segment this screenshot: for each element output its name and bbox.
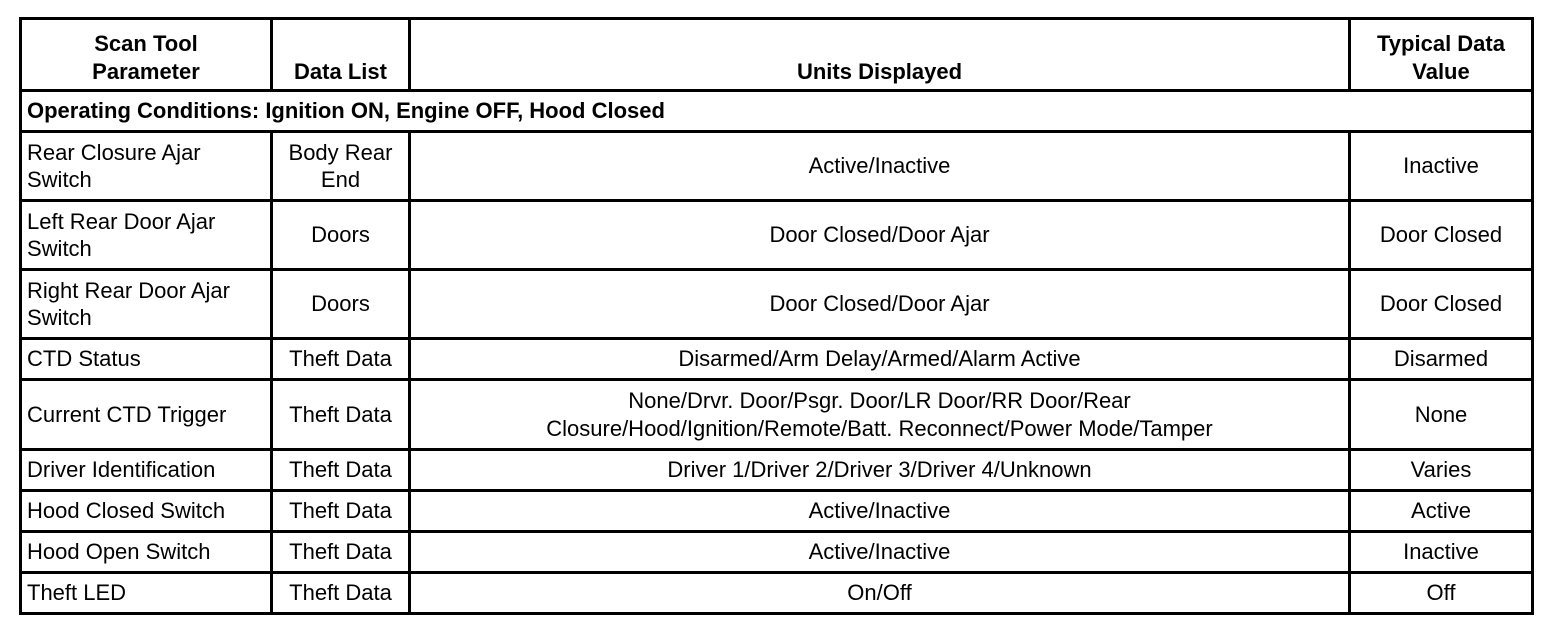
table-row [21,491,1533,532]
units-cell: Active/Inactive [410,491,1350,532]
data-list-cell: Theft Data [272,380,410,450]
table-row [21,573,1533,614]
parameter-cell: Hood Closed Switch [21,491,272,532]
parameter-cell: Right Rear Door Ajar Switch [21,270,272,339]
data-list-cell: Doors [272,270,410,339]
operating-conditions-label: Operating Conditions: Ignition ON, Engine OFF, Hood Closed [21,91,1533,132]
units-cell: Door Closed/Door Ajar [410,201,1350,270]
header-scan-tool-parameter: Scan Tool Parameter [21,19,272,91]
data-list-cell: Theft Data [272,339,410,380]
data-list-cell: Theft Data [272,573,410,614]
typical-value-cell: Inactive [1350,532,1533,573]
table-header-row [21,19,1533,91]
header-units-displayed: Units Displayed [410,19,1350,91]
scan-tool-data-table [19,17,1534,615]
units-cell: Active/Inactive [410,132,1350,201]
table-row [21,450,1533,491]
data-list-cell: Doors [272,201,410,270]
typical-value-cell: Varies [1350,450,1533,491]
section-row [21,91,1533,132]
parameter-cell: Left Rear Door Ajar Switch [21,201,272,270]
typical-value-cell: Door Closed [1350,270,1533,339]
typical-value-cell: Inactive [1350,132,1533,201]
data-list-cell: Theft Data [272,450,410,491]
parameter-cell: Rear Closure Ajar Switch [21,132,272,201]
parameter-cell: Hood Open Switch [21,532,272,573]
header-data-list: Data List [272,19,410,91]
table-row [21,339,1533,380]
table-row [21,380,1533,450]
typical-value-cell: Off [1350,573,1533,614]
data-list-cell: Body Rear End [272,132,410,201]
units-cell: None/Drvr. Door/Psgr. Door/LR Door/RR Door/Rear Closure/Hood/Ignition/Remote/Batt. Reconnect/Power Mode/Tamper [410,380,1350,450]
table-row [21,532,1533,573]
parameter-cell: Current CTD Trigger [21,380,272,450]
parameter-cell: CTD Status [21,339,272,380]
typical-value-cell: Active [1350,491,1533,532]
header-typical-data-value: Typical Data Value [1350,19,1533,91]
table-row [21,132,1533,201]
table-row [21,201,1533,270]
units-cell: Active/Inactive [410,532,1350,573]
data-list-cell: Theft Data [272,491,410,532]
typical-value-cell: Disarmed [1350,339,1533,380]
typical-value-cell: None [1350,380,1533,450]
table-row [21,270,1533,339]
typical-value-cell: Door Closed [1350,201,1533,270]
units-cell: Door Closed/Door Ajar [410,270,1350,339]
units-cell: On/Off [410,573,1350,614]
data-list-cell: Theft Data [272,532,410,573]
units-cell: Disarmed/Arm Delay/Armed/Alarm Active [410,339,1350,380]
units-cell: Driver 1/Driver 2/Driver 3/Driver 4/Unknown [410,450,1350,491]
parameter-cell: Driver Identification [21,450,272,491]
parameter-cell: Theft LED [21,573,272,614]
